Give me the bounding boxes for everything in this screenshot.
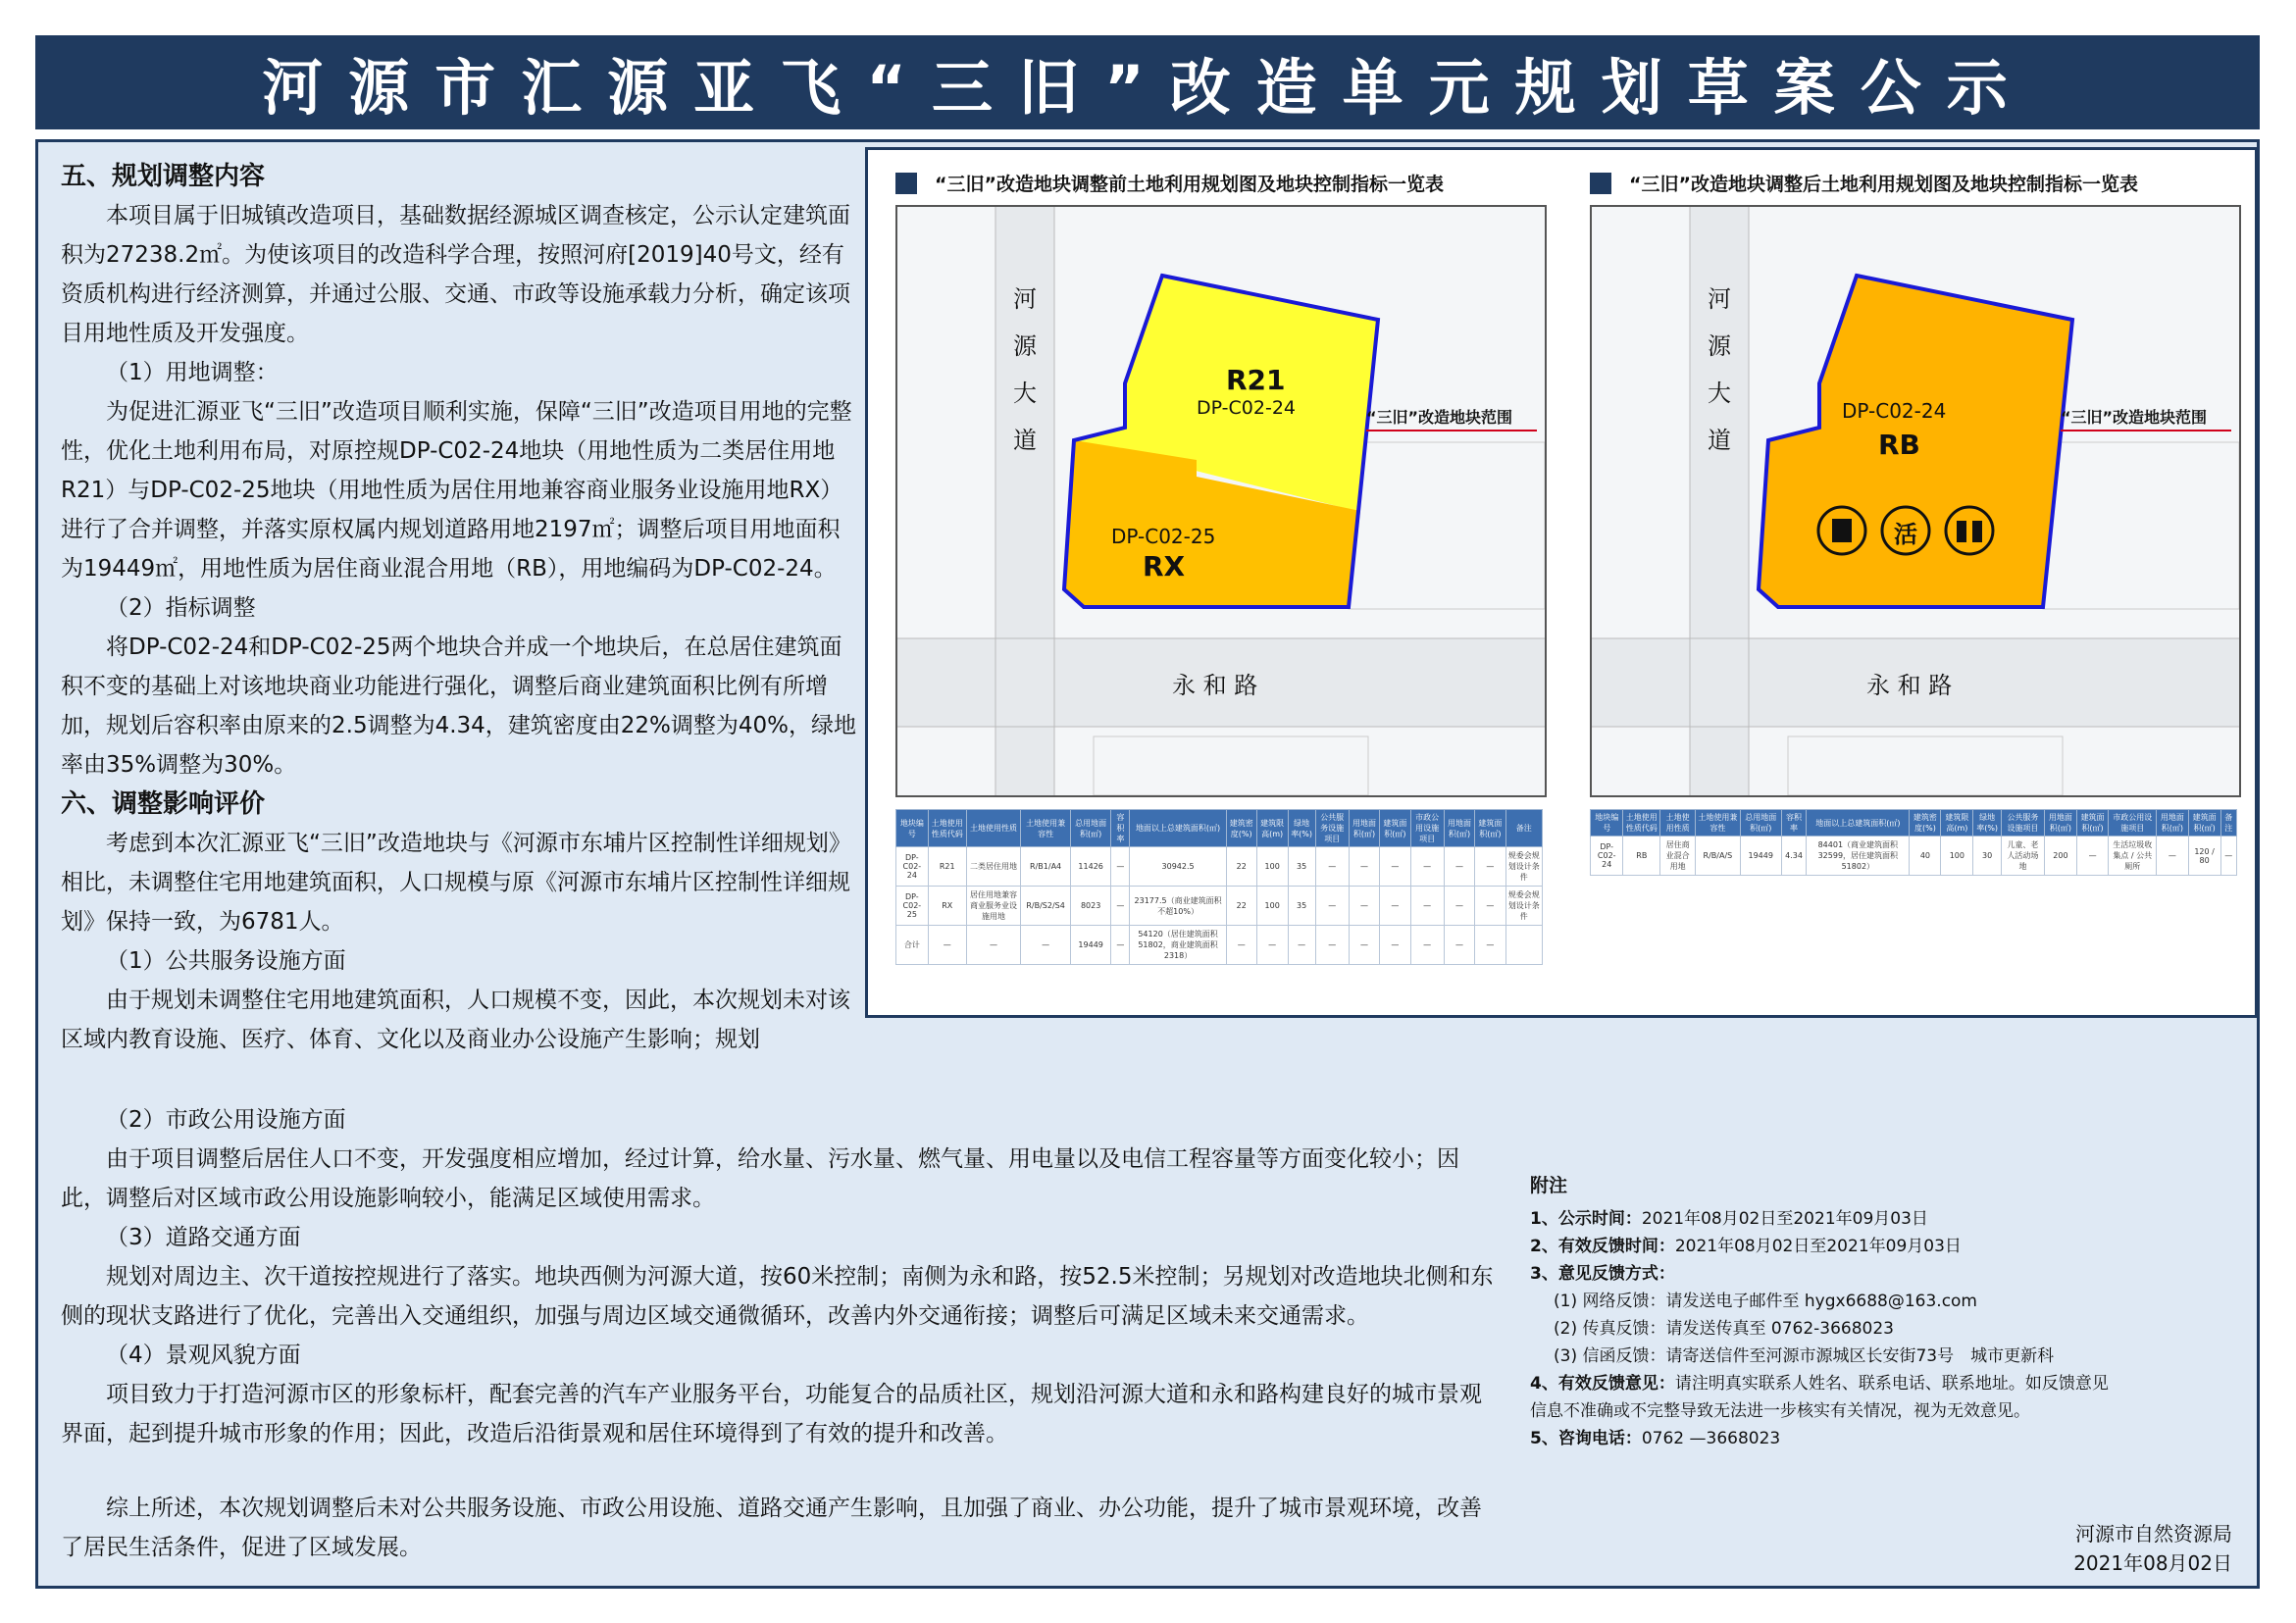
section6-p3: 由于项目调整后居住人口不变，开发强度相应增加，经过计算，给水量、污水量、燃气量、用电量以及电信工程容量等方面变化较小；因此，调整后对区域市政公用设施影响较小，能满足区域使用需求。 <box>61 1146 1459 1211</box>
note-3-sub2: (2) 传真反馈：请发送传真至 0762-3668023 <box>1554 1319 1894 1339</box>
table-header: 公共服务设施项目 <box>2001 810 2044 837</box>
table-cell: R/B/S2/S4 <box>1021 887 1071 926</box>
table-cell: R/B1/A4 <box>1021 847 1071 887</box>
map-before-title-text: “三旧”改造地块调整前土地利用规划图及地块控制指标一览表 <box>935 174 1444 195</box>
map-after-svg <box>1592 207 2239 795</box>
section6-p5: 项目致力于打造河源市区的形象标杆，配套完善的汽车产业服务平台，功能复合的品质社区，规划沿河源大道和永和路构建良好的城市景观界面，起到提升城市形象的作用；因此，改造后沿街景观和居住环境得到了有效的提升和改善。 <box>61 1382 1482 1446</box>
table-cell: 40 <box>1910 837 1941 876</box>
table-cell: DP-C02-24 <box>896 847 929 887</box>
table-cell: 8023 <box>1070 887 1110 926</box>
table-cell: — <box>1410 847 1444 887</box>
footer-org: 河源市自然资源局 <box>2075 1522 2232 1546</box>
table-header: 建筑面积(㎡) <box>2076 810 2108 837</box>
table-before <box>895 809 1543 965</box>
map-before <box>895 205 1547 797</box>
table-header: 用地面积(㎡) <box>1444 810 1474 847</box>
table-header: 建筑密度(%) <box>1226 810 1256 847</box>
table-cell: 100 <box>1256 847 1288 887</box>
table-cell: 22 <box>1226 847 1256 887</box>
parcel1-code: DP-C02-24 <box>1197 397 1297 419</box>
note-4: 4、有效反馈意见：请注明真实联系人姓名、联系电话、联系地址。如反馈意见信息不准确或不完整导致无法进一步核实有关情况，视为无效意见。 <box>1530 1374 2109 1421</box>
table-cell: 100 <box>1256 887 1288 926</box>
table-cell: — <box>1226 926 1256 965</box>
section5-p3: 将DP-C02-24和DP-C02-25两个地块合并成一个地块后，在总居住建筑面积不变的基础上对该地块商业功能进行强化，调整后商业建筑面积比例有所增加，规划后容积率由原来的2.5调整为4.34，建筑密度由22%调整为40%，绿地率由35%调整为30%。 <box>61 634 857 778</box>
table-cell: — <box>1349 887 1379 926</box>
table-header: 建筑面积(㎡) <box>1380 810 1410 847</box>
section6-heading: 六、调整影响评价 <box>61 789 266 819</box>
map-before-title <box>895 170 1444 196</box>
section5-s2: （2）指标调整 <box>106 595 256 621</box>
table-cell: 35 <box>1288 887 1315 926</box>
table-cell: — <box>1444 847 1474 887</box>
section5-s1: （1）用地调整： <box>106 360 279 385</box>
table-row <box>1591 837 2237 876</box>
table-header: 市政公用设施项目 <box>2109 810 2157 837</box>
table-cell: — <box>1315 847 1349 887</box>
table-cell: 30942.5 <box>1130 847 1226 887</box>
table-cell: — <box>1444 887 1474 926</box>
table-header: 绿地率(%) <box>1288 810 1315 847</box>
toilet-icon <box>1946 507 1993 554</box>
table-cell: — <box>2157 837 2188 876</box>
table-header: 地块编号 <box>896 810 929 847</box>
maps-panel <box>865 147 2258 1018</box>
table-header: 绿地率(%) <box>1973 810 2002 837</box>
table-header: 用地面积(㎡) <box>2044 810 2076 837</box>
table-cell: — <box>1349 847 1379 887</box>
table-cell: — <box>966 926 1020 965</box>
table-header: 地面以上总建筑面积(㎡) <box>1130 810 1226 847</box>
footer-date: 2021年08月02日 <box>2073 1551 2232 1575</box>
section6-lower-text <box>61 1100 1503 1567</box>
table-header: 容积率 <box>1111 810 1130 847</box>
section6-p1: 考虑到本次汇源亚飞“三旧”改造地块与《河源市东埔片区控制性详细规划》相比，未调整住宅用地建筑面积，人口规模与原《河源市东埔片区控制性详细规划》保持一致，为6781人。 <box>61 831 851 935</box>
map-after-title <box>1590 170 2138 196</box>
table-header: 容积率 <box>1781 810 1806 837</box>
table-cell: — <box>1380 847 1410 887</box>
road-south-label: 永 和 路 <box>1866 672 1953 699</box>
table-cell: 生活垃圾收集点 / 公共厕所 <box>2109 837 2157 876</box>
section6-s1: （1）公共服务设施方面 <box>106 948 346 974</box>
table-cell: 规委会规划设计条件 <box>1505 847 1542 887</box>
table-header: 土地使用性质 <box>1660 810 1696 837</box>
boundary-label: “三旧”改造地块范围 <box>2061 408 2208 427</box>
table-cell: — <box>2076 837 2108 876</box>
parcel-type: RB <box>1878 429 1920 461</box>
table-header: 总用地面积(㎡) <box>1740 810 1781 837</box>
table-cell: — <box>1111 887 1130 926</box>
table-header: 建筑密度(%) <box>1910 810 1941 837</box>
table-cell: — <box>2220 837 2236 876</box>
page-title-banner <box>35 35 2260 129</box>
table-cell: 120 / 80 <box>2188 837 2220 876</box>
table-cell: 居住用地兼容商业服务业设施用地 <box>966 887 1020 926</box>
table-cell: 84401（商业建筑面积32599，居住建筑面积51802） <box>1807 837 1910 876</box>
table-cell: R/B/A/S <box>1696 837 1740 876</box>
table-cell: 54120（居住建筑面积51802，商业建筑面积2318） <box>1130 926 1226 965</box>
table-header: 建筑面积(㎡) <box>1475 810 1505 847</box>
note-3: 3、意见反馈方式： <box>1530 1264 1675 1284</box>
table-header: 土地使用性质代码 <box>1623 810 1660 837</box>
table-cell: — <box>1410 887 1444 926</box>
table-cell: — <box>1315 887 1349 926</box>
table-cell: 23177.5（商业建筑面积不超10%） <box>1130 887 1226 926</box>
section5-p1: 本项目属于旧城镇改造项目，基础数据经源城区调查核定，公示认定建筑面积为27238.2㎡。为使该项目的改造科学合理，按照河府[2019]40号文，经有资质机构进行经济测算，并通过公服、交通、市政等设施承载力分析，确定该项目用地性质及开发强度。 <box>61 203 850 346</box>
table-header: 建筑限高(m) <box>1256 810 1288 847</box>
table-cell: 二类居住用地 <box>966 847 1020 887</box>
section6-p4: 规划对周边主、次干道按控规进行了落实。地块西侧为河源大道，按60米控制；南侧为永和路，按52.5米控制；另规划对改造地块北侧和东侧的现状支路进行了优化，完善出入交通组织，加强与周边区域交通微循环，改善内外交通衔接；调整后可满足区域未来交通需求。 <box>61 1264 1494 1329</box>
map-before-svg <box>897 207 1545 795</box>
notes-title: 附注 <box>1530 1175 1568 1196</box>
road-west-label: 河 源 大 道 <box>1708 285 1731 454</box>
road-west-label: 河 源 大 道 <box>1013 285 1037 454</box>
parcel1-type: R21 <box>1226 364 1286 396</box>
map-after-title-text: “三旧”改造地块调整后土地利用规划图及地块控制指标一览表 <box>1629 174 2138 195</box>
parcel2-code: DP-C02-25 <box>1111 525 1216 548</box>
section6-p2: 由于规划未调整住宅用地建筑面积，人口规模不变，因此，本次规划未对该区域内教育设施、医疗、体育、文化以及商业办公设施产生影响；规划 <box>61 988 850 1052</box>
table-after <box>1590 809 2237 876</box>
table-cell: 30 <box>1973 837 2002 876</box>
table-cell: — <box>1380 887 1410 926</box>
table-cell: — <box>1111 847 1130 887</box>
table-header: 市政公用设施项目 <box>1410 810 1444 847</box>
table-cell: — <box>1444 926 1474 965</box>
table-row <box>896 887 1543 926</box>
table-header: 备注 <box>1505 810 1542 847</box>
section6-summary: 综上所述，本次规划调整后未对公共服务设施、市政公用设施、道路交通产生影响，且加强了商业、办公功能，提升了城市景观环境，改善了居民生活条件，促进了区域发展。 <box>61 1496 1482 1560</box>
table-cell: 35 <box>1288 847 1315 887</box>
table-header: 备注 <box>2220 810 2236 837</box>
parcel2-type: RX <box>1143 550 1186 583</box>
section5-heading: 五、规划调整内容 <box>61 162 266 191</box>
table-cell: — <box>1021 926 1071 965</box>
table-cell: — <box>1288 926 1315 965</box>
table-header: 建筑面积(㎡) <box>2188 810 2220 837</box>
table-cell: R21 <box>928 847 966 887</box>
table-header: 土地使用兼容性 <box>1021 810 1071 847</box>
table-cell: — <box>1410 926 1444 965</box>
note-2: 2、有效反馈时间：2021年08月02日至2021年09月03日 <box>1530 1237 1962 1256</box>
page-title: 河源市汇源亚飞“三旧”改造单元规划草案公示 <box>262 51 2033 124</box>
table-header: 土地使用性质代码 <box>928 810 966 847</box>
table-cell: 儿童、老人活动场地 <box>2001 837 2044 876</box>
table-cell: 100 <box>1941 837 1973 876</box>
table-cell: — <box>1475 847 1505 887</box>
boundary-label: “三旧”改造地块范围 <box>1366 408 1513 427</box>
table-cell: 居住商业混合用地 <box>1660 837 1696 876</box>
table-row <box>896 847 1543 887</box>
table-cell: 合计 <box>896 926 929 965</box>
table-cell: 200 <box>2044 837 2076 876</box>
section6-s2: （2）市政公用设施方面 <box>106 1107 346 1133</box>
table-header: 地面以上总建筑面积(㎡) <box>1807 810 1910 837</box>
table-header: 总用地面积(㎡) <box>1070 810 1110 847</box>
section6-s4: （4）景观风貌方面 <box>106 1343 301 1368</box>
title-marker-icon <box>1590 173 1611 194</box>
note-3-sub3: (3) 信函反馈：请寄送信件至河源市源城区长安街73号 城市更新科 <box>1554 1346 2055 1366</box>
table-cell: RX <box>928 887 966 926</box>
road-south-label: 永 和 路 <box>1172 672 1258 699</box>
table-header: 公共服务设施项目 <box>1315 810 1349 847</box>
table-cell: — <box>1349 926 1379 965</box>
table-header: 用地面积(㎡) <box>2157 810 2188 837</box>
table-header: 用地面积(㎡) <box>1349 810 1379 847</box>
table-cell: — <box>928 926 966 965</box>
table-cell: 规委会规划设计条件 <box>1505 887 1542 926</box>
table-cell: — <box>1475 887 1505 926</box>
table-cell: — <box>1111 926 1130 965</box>
table-cell: 19449 <box>1070 926 1110 965</box>
title-marker-icon <box>895 173 917 194</box>
table-cell <box>1505 926 1542 965</box>
table-header: 土地使用兼容性 <box>1696 810 1740 837</box>
table-cell: DP-C02-25 <box>896 887 929 926</box>
parcel-code: DP-C02-24 <box>1842 399 1947 423</box>
table-cell: — <box>1315 926 1349 965</box>
table-cell: 19449 <box>1740 837 1781 876</box>
section5-text <box>61 157 857 1059</box>
table-header: 土地使用性质 <box>966 810 1020 847</box>
table-header: 建筑限高(m) <box>1941 810 1973 837</box>
note-1: 1、公示时间：2021年08月02日至2021年09月03日 <box>1530 1209 1928 1229</box>
table-cell: 22 <box>1226 887 1256 926</box>
table-cell: — <box>1380 926 1410 965</box>
section6-s3: （3）道路交通方面 <box>106 1225 301 1250</box>
table-cell: RB <box>1623 837 1660 876</box>
note-5: 5、咨询电话：0762 —3668023 <box>1530 1429 1781 1448</box>
table-cell: 11426 <box>1070 847 1110 887</box>
table-cell: — <box>1475 926 1505 965</box>
table-cell: 4.34 <box>1781 837 1806 876</box>
table-cell: — <box>1256 926 1288 965</box>
table-row <box>896 926 1543 965</box>
section5-p2: 为促进汇源亚飞“三旧”改造项目顺利实施，保障“三旧”改造项目用地的完整性，优化土地利用布局，对原控规DP-C02-24地块（用地性质为二类居住用地R21）与DP-C02-25地块（用地性质为居住用地兼容商业服务业设施用地RX）进行了合并调整，并落实原权属内规划道路用地2197㎡；调整后项目用地面积为19449㎡，用地性质为居住商业混合用地（RB），用地编码为DP-C02-24。 <box>61 399 852 582</box>
activity-center-label: 活 <box>1894 521 1917 548</box>
notes-block <box>1530 1172 2118 1452</box>
table-cell: DP-C02-24 <box>1591 837 1623 876</box>
note-3-sub1: (1) 网络反馈：请发送电子邮件至 hygx6688@163.com <box>1554 1292 1977 1311</box>
table-header: 地块编号 <box>1591 810 1623 837</box>
map-after <box>1590 205 2241 797</box>
